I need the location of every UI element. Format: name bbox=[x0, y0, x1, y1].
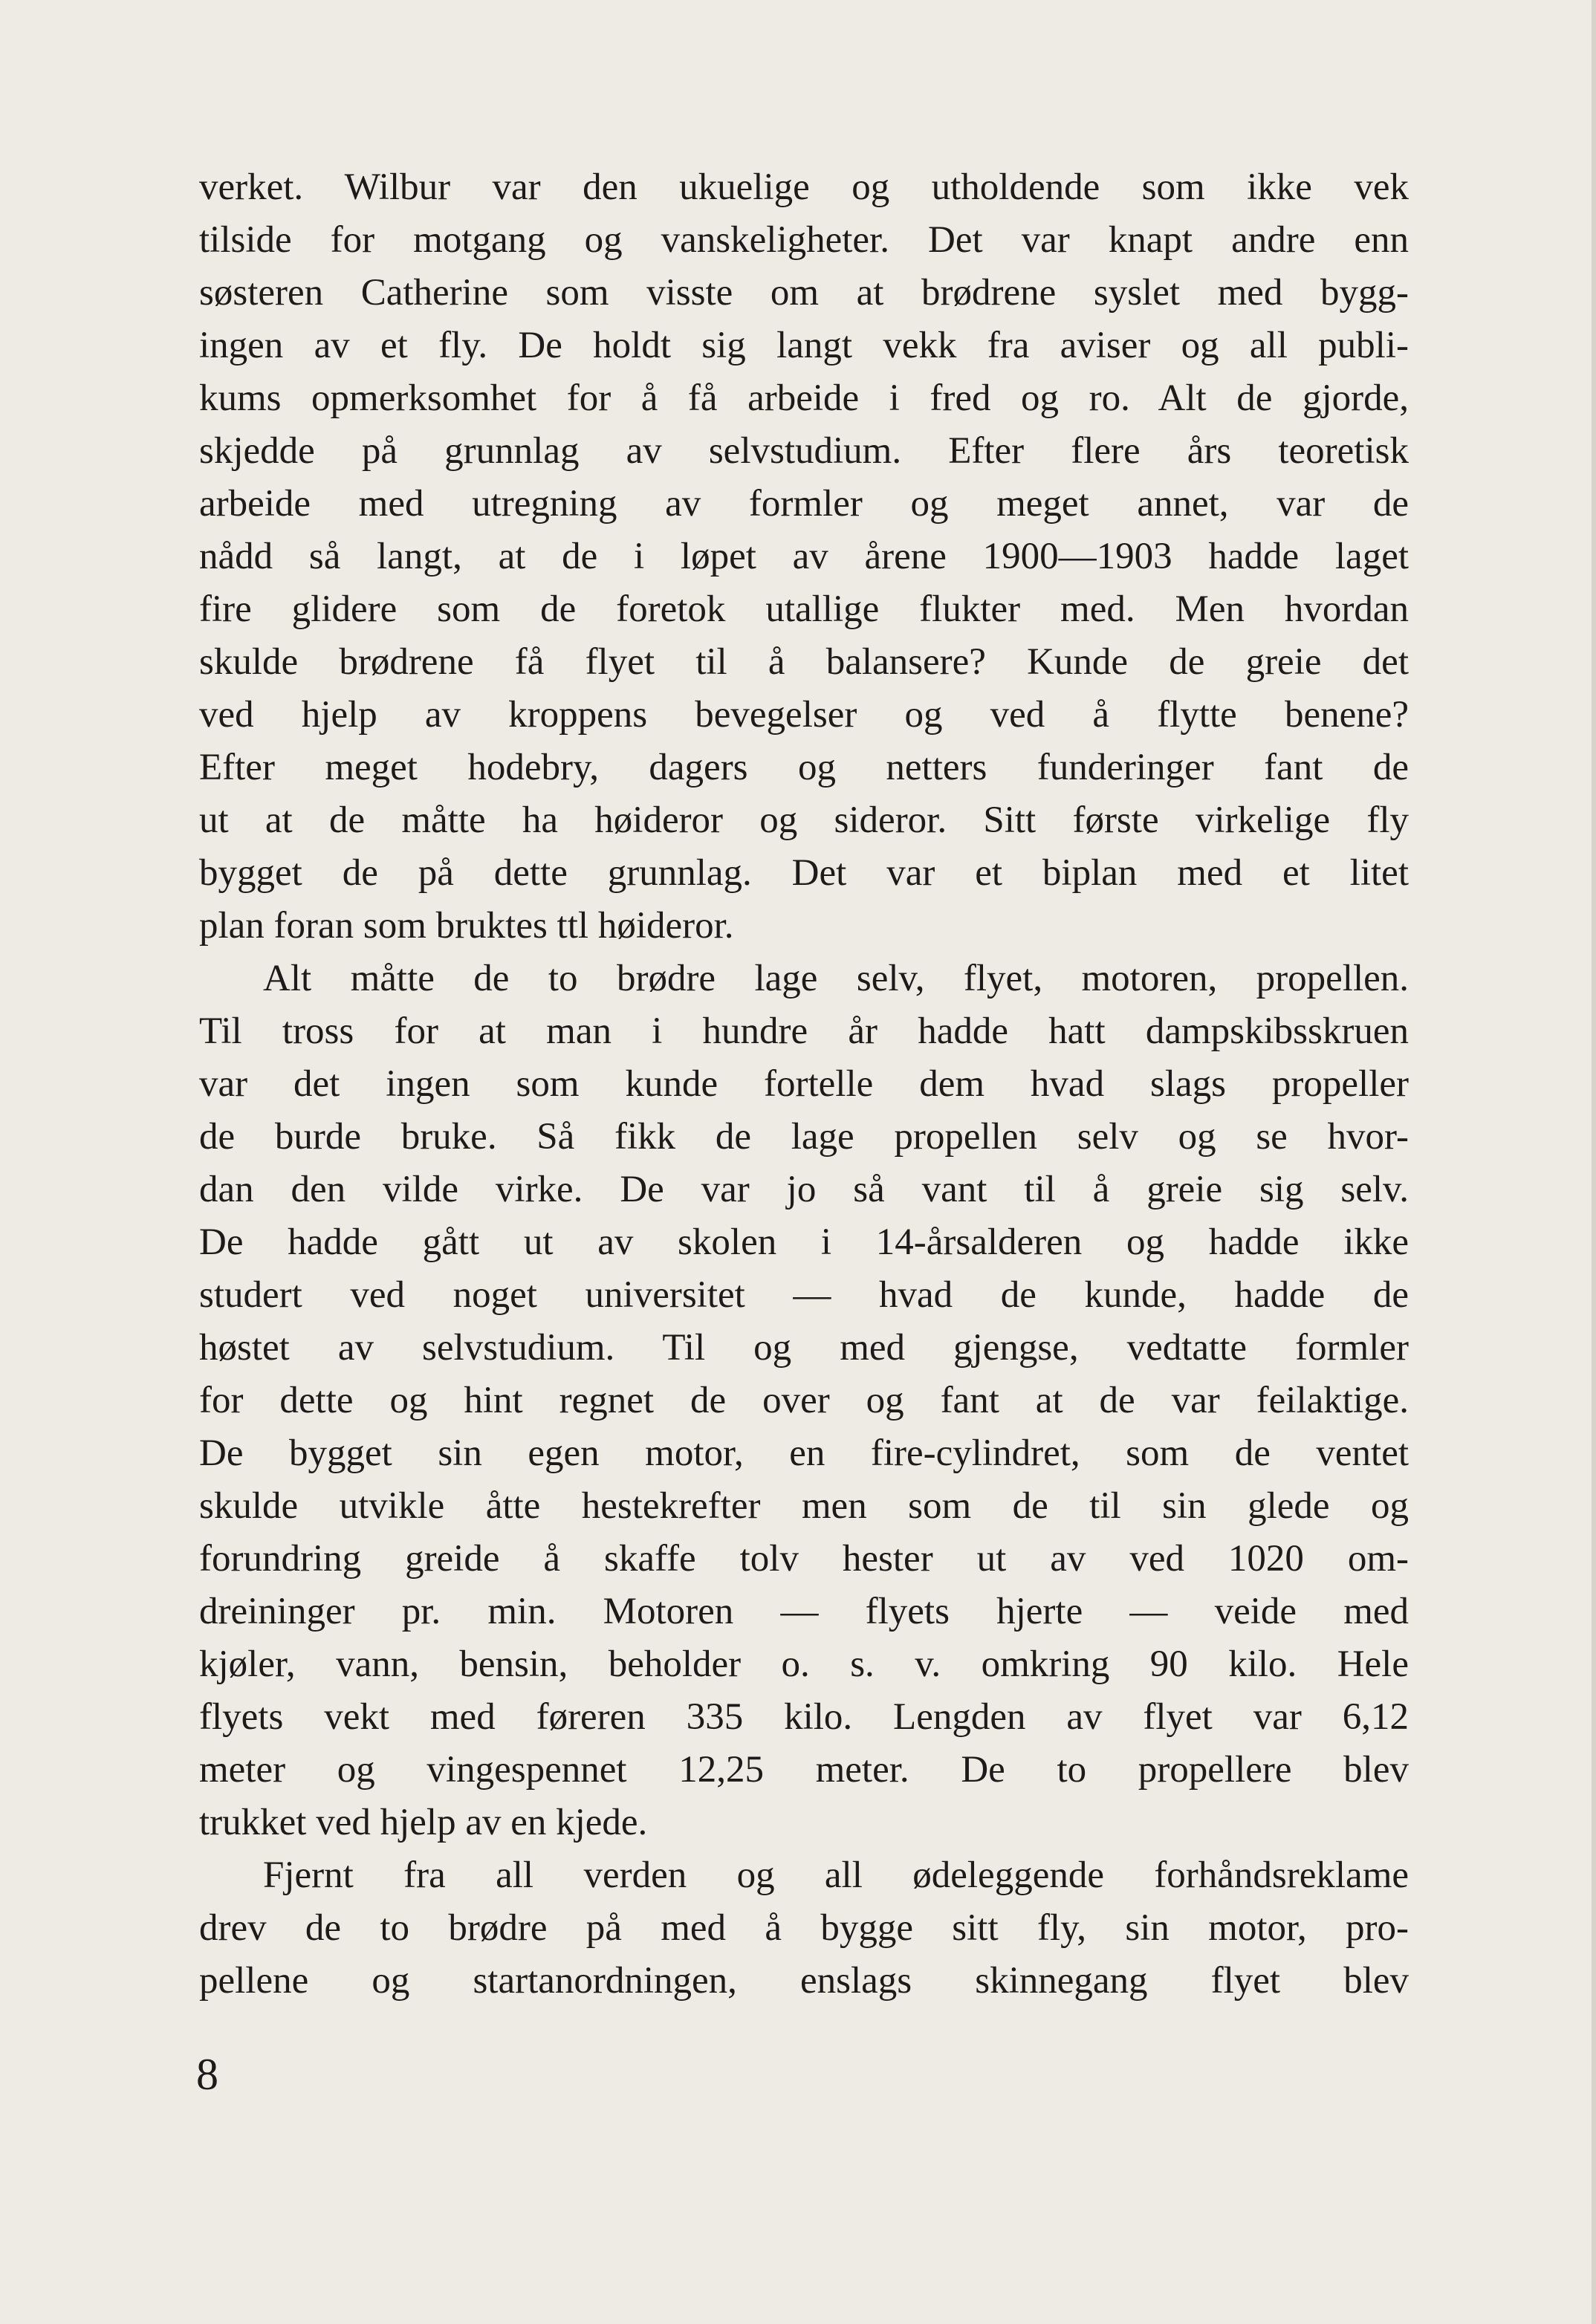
text-line: De bygget sin egen motor, en fire-cylindret, som de ventet bbox=[199, 1432, 1409, 1474]
text-line: nådd så langt, at de i løpet av årene 1900—1903 hadde laget bbox=[199, 536, 1409, 577]
text-line: dan den vilde virke. De var jo så vant til å greie sig selv. bbox=[199, 1169, 1409, 1210]
page-edge bbox=[1592, 0, 1596, 2324]
text-line: dreininger pr. min. Motoren — flyets hjerte — veide med bbox=[199, 1591, 1409, 1632]
text-line: kums opmerksomhet for å få arbeide i fred og ro. Alt de gjorde, bbox=[199, 377, 1409, 419]
text-line: ved hjelp av kroppens bevegelser og ved å flytte benene? bbox=[199, 694, 1409, 736]
text-line: søsteren Catherine som visste om at brødrene syslet med bygg- bbox=[199, 272, 1409, 314]
paragraph-first-line: Fjernt fra all verden og all ødeleggende forhåndsreklame bbox=[263, 1854, 1409, 1896]
text-line: verket. Wilbur var den ukuelige og utholdende som ikke vek bbox=[199, 166, 1409, 208]
text-line: kjøler, vann, bensin, beholder o. s. v. omkring 90 kilo. Hele bbox=[199, 1643, 1409, 1685]
text-line: var det ingen som kunde fortelle dem hvad slags propeller bbox=[199, 1063, 1409, 1105]
text-line: Efter meget hodebry, dagers og netters funderinger fant de bbox=[199, 747, 1409, 788]
text-line: forundring greide å skaffe tolv hester ut av ved 1020 om- bbox=[199, 1538, 1409, 1580]
text-line: Til tross for at man i hundre år hadde hatt dampskibsskruen bbox=[199, 1010, 1409, 1052]
text-line: skjedde på grunnlag av selvstudium. Efter flere års teoretisk bbox=[199, 430, 1409, 472]
text-line: skulde brødrene få flyet til å balansere? Kunde de greie det bbox=[199, 641, 1409, 683]
text-line: arbeide med utregning av formler og meget annet, var de bbox=[199, 483, 1409, 525]
text-line: høstet av selvstudium. Til og med gjengse, vedtatte formler bbox=[199, 1327, 1409, 1369]
text-line: skulde utvikle åtte hestekrefter men som de til sin glede og bbox=[199, 1485, 1409, 1527]
text-line: fire glidere som de foretok utallige flukter med. Men hvordan bbox=[199, 588, 1409, 630]
text-line: for dette og hint regnet de over og fant at de var feilaktige. bbox=[199, 1380, 1409, 1421]
text-line: trukket ved hjelp av en kjede. bbox=[199, 1802, 648, 1843]
text-line: de burde bruke. Så fikk de lage propellen selv og se hvor- bbox=[199, 1116, 1409, 1158]
text-line: plan foran som bruktes ttl høideror. bbox=[199, 905, 734, 947]
body-text bbox=[199, 161, 1409, 2007]
paragraph-first-line: Alt måtte de to brødre lage selv, flyet, motoren, propellen. bbox=[263, 958, 1409, 999]
text-line: pellene og startanordningen, enslags skinnegang flyet blev bbox=[199, 1960, 1409, 2002]
text-line: drev de to brødre på med å bygge sitt fly, sin motor, pro- bbox=[199, 1907, 1409, 1949]
text-line: meter og vingespennet 12,25 meter. De to propellere blev bbox=[199, 1749, 1409, 1791]
text-line: bygget de på dette grunnlag. Det var et biplan med et litet bbox=[199, 852, 1409, 894]
text-line: tilside for motgang og vanskeligheter. Det var knapt andre enn bbox=[199, 219, 1409, 261]
page-number: 8 bbox=[196, 2050, 218, 2099]
text-line: ingen av et fly. De holdt sig langt vekk fra aviser og all publi- bbox=[199, 325, 1409, 366]
text-line: flyets vekt med føreren 335 kilo. Lengden av flyet var 6,12 bbox=[199, 1696, 1409, 1738]
text-line: De hadde gått ut av skolen i 14-årsalderen og hadde ikke bbox=[199, 1221, 1409, 1263]
text-line: ut at de måtte ha høideror og sideror. Sitt første virkelige fly bbox=[199, 799, 1409, 841]
text-line: studert ved noget universitet — hvad de kunde, hadde de bbox=[199, 1274, 1409, 1316]
